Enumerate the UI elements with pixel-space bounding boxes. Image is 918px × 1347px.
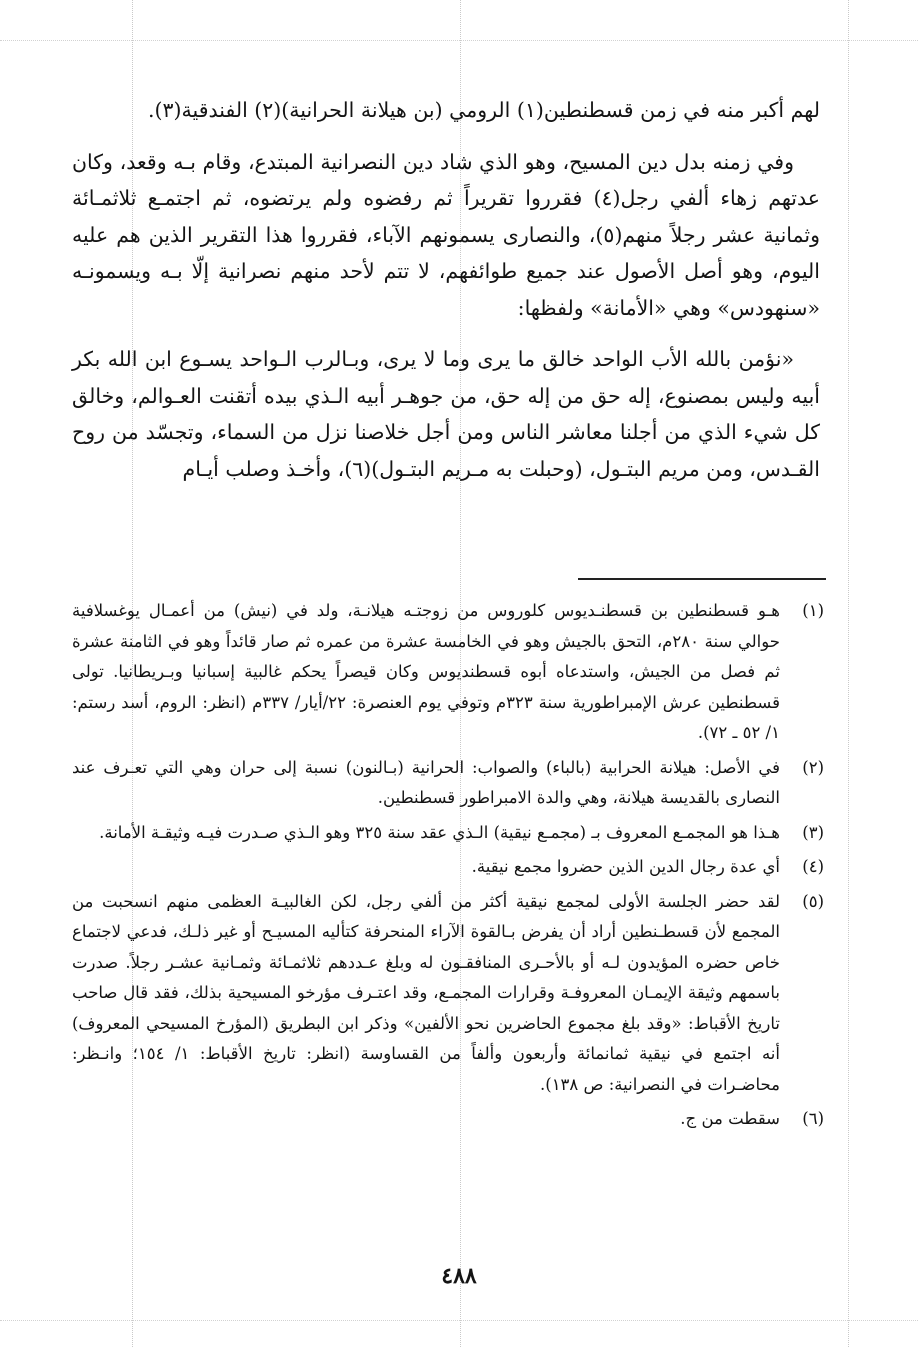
footnote-item: [72, 596, 824, 749]
footnote-item: [72, 818, 824, 849]
scan-guide-line: [848, 0, 849, 1347]
footnote-number: (٦): [802, 1109, 824, 1128]
footnote-text: هـذا هو المجمـع المعروف بـ (مجمـع نيقية) الـذي عقد سنة ٣٢٥ وهو الـذي صـدرت فيـه وثيقـة الأمانة.: [99, 822, 780, 842]
footnote-number: (٢): [802, 757, 824, 777]
footnote-separator: [578, 578, 826, 580]
footnote-number: (٤): [802, 857, 824, 876]
footnote-number: (٥): [802, 891, 824, 911]
scan-guide-line: [0, 40, 918, 41]
body-paragraph: لهم أكبر منه في زمن قسطنطين(١) الرومي (بن هيلانة الحرانية)(٢) الفندقية(٣).: [148, 98, 820, 122]
body-paragraph: «نؤمن بالله الأب الواحد خالق ما يرى وما لا يرى، وبـالرب الـواحد يسـوع ابن الله بكر أبيه وليس بمصنوع، إله حق من إله حق، من جوهـر أبيه الـذي بيده أتقنت العـوالم، وخالق كل شيء الذي من أجلنا معاشر الناس ومن أجل خلاصنا نزل من السماء، وتجسّد من روح القـدس، ومن مريم البتـول، (وحبلت به مـريم البتـول)(٦)، وأخـذ وصلب أيـام: [72, 347, 821, 481]
main-text: [72, 92, 820, 487]
footnote-number: (١): [802, 601, 824, 620]
footnote-text: هـو قسطنطين بن قسطنـديوس كلوروس من زوجتـه هيلانـة، ولد في (نيش) من أعمـال يوغسلافية حوالي سنة ٢٨٠م، التحق بالجيش وهو في الخامسة عشرة من عمره ثم صار قائداً وهو في الثامنة عشرة ثم فصل من الجيش، واستدعاه أبوه قسطنديوس وكان قيصراً يحكم غالبية إسبانيا وبـريطانيا. تولى قسطنطين عرش الإمبراطورية سنة ٣٢٣م وتوفي يوم العنصرة: ٢٢/أيار/ ٣٣٧م (انظر: الروم، أسد رستم: ١/ ٥٢ ـ ٧٢).: [72, 601, 780, 742]
page-number: ٤٨٨: [441, 1263, 477, 1289]
footnote-text: سقطت من ج.: [680, 1109, 780, 1128]
footnote-item: [72, 753, 824, 814]
footnote-number: (٣): [802, 822, 824, 842]
footnotes: [72, 596, 824, 1139]
footnote-text: أي عدة رجال الدين الذين حضروا مجمع نيقية.: [471, 857, 780, 876]
footnote-item: [72, 887, 824, 1101]
body-paragraph: وفي زمنه بدل دين المسيح، وهو الذي شاد دين النصرانية المبتدع، وقام بـه وقعد، وكان عدتهم زهاء ألفي رجل(٤) فقرروا تقريراً ثم رفضوه ولم يرتضوه، ثم اجتمـع ثلاثمـائة وثمانية عشر رجلاً منهم(٥)، والنصارى يسمونهم الآباء، فقرروا هذا التقرير الذين هم عليه اليوم، وهو أصل الأصول عند جميع طوائفهم، لا تتم لأحد منهم نصرانية إلّا بـه ويسمونـه «سنهودس» وهي «الأمانة» ولفظها:: [72, 149, 820, 320]
footnote-text: في الأصل: هيلانة الحرابية (بالباء) والصواب: الحرانية (بـالنون) نسبة إلى حران وهي التي تعـرف عند النصارى بالقديسة هيلانة، وهي والدة الامبراطور قسطنطين.: [72, 757, 780, 807]
footnote-text: لقد حضر الجلسة الأولى لمجمع نيقية أكثر من ألفي رجل، لكن الغالبيـة العظمى منهم انسحبت من المجمع لأن قسطـنطين أراد أن يفرض بـالقوة الآراء المنحرفة كتأليه المسيـح أو غير ذلـك، فدعي لاجتماع خاص حضره المؤيدون لـه أو بالأحـرى المنافقـون له وبلغ عـددهم ثلاثمـائة وثمـانية عشـر رجلاً. صدرت باسمهم وثيقة الإيمـان المعروفـة وقرارات المجمـع، وقد اعتـرف مؤرخو المسيحية بذلك، فقد قال صاحب تاريخ الأقباط: «وقد بلغ مجموع الحاضرين نحو الألفين» وذكر ابن البطريق (المؤرخ المسيحي المعروف) أنه اجتمع في نيقية ثمانمائة وأربعون وألفاً من القساوسة (انظر: تاريخ الأقباط: ١/ ١٥٤؛ وانـظر: محاضـرات في النصرانية: ص ١٣٨).: [72, 891, 780, 1094]
footnote-item: [72, 1104, 824, 1135]
scan-guide-line: [0, 1320, 918, 1321]
footnote-item: [72, 852, 824, 883]
